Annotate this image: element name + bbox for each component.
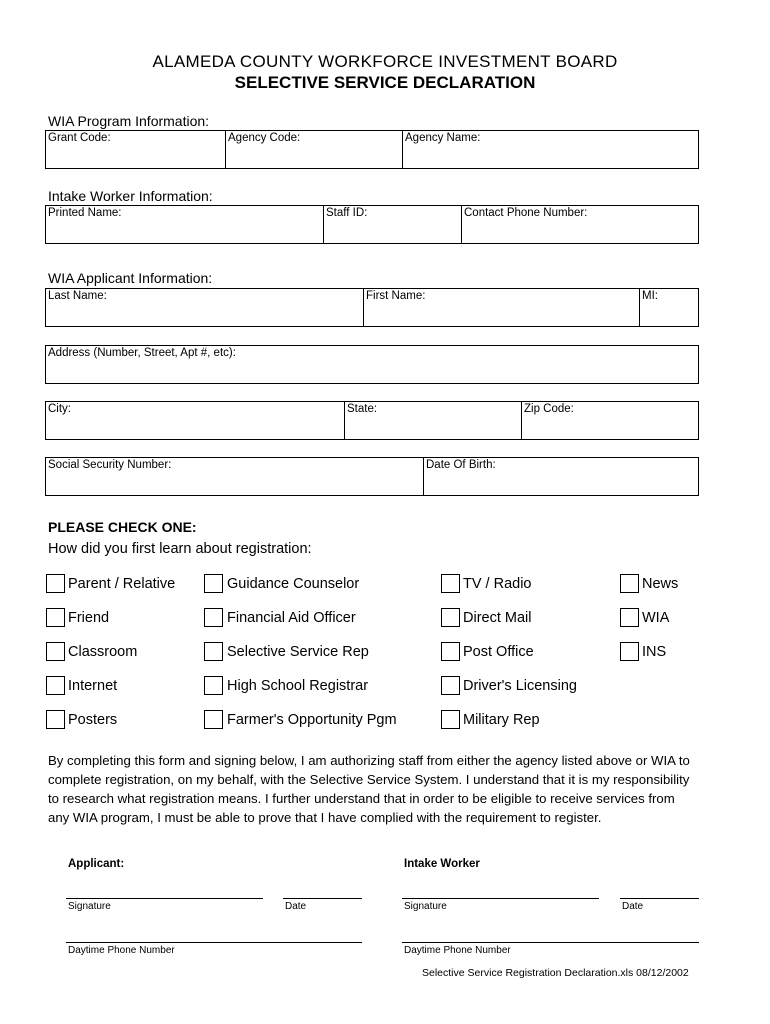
intake-worker-table [45, 205, 699, 244]
contact-phone-field[interactable] [461, 206, 698, 243]
worker-date-line[interactable] [620, 898, 699, 899]
grant-code-label: Grant Code: [48, 132, 111, 144]
staff-id-label: Staff ID: [326, 207, 368, 219]
first-name-field[interactable] [363, 289, 639, 326]
form-title: SELECTIVE SERVICE DECLARATION [234, 73, 536, 92]
printed-name-label: Printed Name: [48, 207, 122, 219]
applicant-date-label: Date [285, 901, 307, 912]
option-farmers-opportunity-pgm: Farmer's Opportunity Pgm [227, 712, 397, 728]
checkbox-classroom[interactable] [46, 642, 65, 661]
checkbox-military-rep[interactable] [441, 710, 460, 729]
option-friend: Friend [68, 610, 110, 626]
address-label: Address (Number, Street, Apt #, etc): [48, 347, 236, 359]
ssn-field[interactable] [46, 458, 423, 495]
checkbox-guidance-counselor[interactable] [204, 574, 223, 593]
option-selective-service-rep: Selective Service Rep [227, 644, 369, 660]
last-name-label: Last Name: [48, 290, 107, 302]
dob-label: Date Of Birth: [426, 459, 496, 471]
city-state-zip-table [45, 401, 699, 440]
state-field[interactable] [344, 402, 521, 439]
org-title: ALAMEDA COUNTY WORKFORCE INVESTMENT BOARD [152, 52, 618, 71]
check-question: How did you first learn about registration: [48, 541, 312, 557]
authorization-statement: By completing this form and signing below, I am authorizing staff from either the agency listed above or WIA to complete registration, on my behalf, with the Selective Service System. I understand that it is my responsibility to research what registration means. I further understand that in order to be eligible to receive services from any WIA program, I must be able to prove that I have complied with the requirement to register. [48, 753, 690, 825]
checkbox-post-office[interactable] [441, 642, 460, 661]
checkbox-ins[interactable] [620, 642, 639, 661]
option-parent-relative: Parent / Relative [68, 576, 176, 592]
option-ins: INS [642, 644, 667, 660]
option-drivers-licensing: Driver's Licensing [463, 678, 577, 694]
agency-code-label: Agency Code: [228, 132, 301, 144]
option-classroom: Classroom [68, 644, 138, 660]
applicant-signature-label: Signature [68, 901, 111, 912]
applicant-heading: WIA Applicant Information: [48, 270, 213, 286]
checkbox-friend[interactable] [46, 608, 65, 627]
applicant-name-table [45, 288, 699, 327]
checkbox-posters[interactable] [46, 710, 65, 729]
city-label: City: [48, 403, 71, 415]
checkbox-direct-mail[interactable] [441, 608, 460, 627]
checkbox-financial-aid-officer[interactable] [204, 608, 223, 627]
option-post-office: Post Office [463, 644, 534, 660]
mi-field[interactable] [639, 289, 698, 326]
checkbox-tv-radio[interactable] [441, 574, 460, 593]
contact-phone-label: Contact Phone Number: [464, 207, 588, 219]
grant-code-field[interactable] [46, 131, 225, 168]
printed-name-field[interactable] [46, 206, 323, 243]
worker-signature-line[interactable] [402, 898, 599, 899]
last-name-field[interactable] [46, 289, 363, 326]
option-military-rep: Military Rep [463, 712, 540, 728]
worker-date-label: Date [622, 901, 644, 912]
option-direct-mail: Direct Mail [463, 610, 532, 626]
option-guidance-counselor: Guidance Counselor [227, 576, 360, 592]
option-posters: Posters [68, 712, 118, 728]
agency-code-field[interactable] [225, 131, 402, 168]
wia-program-heading: WIA Program Information: [48, 113, 210, 129]
option-news: News [642, 576, 679, 592]
check-heading: PLEASE CHECK ONE: [48, 519, 197, 535]
zip-field[interactable] [521, 402, 698, 439]
checkbox-farmers-opportunity-pgm[interactable] [204, 710, 223, 729]
footer-filename: Selective Service Registration Declaration.xls 08/12/2002 [422, 967, 689, 979]
applicant-signature-heading: Applicant: [68, 858, 125, 870]
option-wia: WIA [642, 610, 670, 626]
ssn-label: Social Security Number: [48, 459, 172, 471]
zip-label: Zip Code: [524, 403, 574, 415]
applicant-phone-line[interactable] [66, 942, 362, 943]
checkbox-internet[interactable] [46, 676, 65, 695]
worker-signature-heading: Intake Worker [404, 858, 480, 870]
ssn-dob-table [45, 457, 699, 496]
option-tv-radio: TV / Radio [463, 576, 532, 592]
applicant-signature-line[interactable] [66, 898, 263, 899]
dob-field[interactable] [423, 458, 698, 495]
state-label: State: [347, 403, 378, 415]
option-internet: Internet [68, 678, 118, 694]
worker-signature-label: Signature [404, 901, 447, 912]
checkbox-high-school-registrar[interactable] [204, 676, 223, 695]
checkbox-drivers-licensing[interactable] [441, 676, 460, 695]
mi-label: MI: [642, 290, 658, 302]
staff-id-field[interactable] [323, 206, 461, 243]
checkbox-selective-service-rep[interactable] [204, 642, 223, 661]
wia-program-table [45, 130, 699, 169]
checkbox-parent-relative[interactable] [46, 574, 65, 593]
city-field[interactable] [46, 402, 344, 439]
option-financial-aid-officer: Financial Aid Officer [227, 610, 356, 626]
checkbox-wia[interactable] [620, 608, 639, 627]
agency-name-label: Agency Name: [405, 132, 481, 144]
worker-phone-line[interactable] [402, 942, 699, 943]
address-field[interactable] [45, 345, 699, 384]
applicant-phone-label: Daytime Phone Number [68, 945, 175, 956]
agency-name-field[interactable] [402, 131, 698, 168]
first-name-label: First Name: [366, 290, 426, 302]
worker-phone-label: Daytime Phone Number [404, 945, 511, 956]
intake-worker-heading: Intake Worker Information: [48, 188, 213, 204]
option-high-school-registrar: High School Registrar [227, 678, 369, 694]
applicant-date-line[interactable] [283, 898, 362, 899]
checkbox-news[interactable] [620, 574, 639, 593]
